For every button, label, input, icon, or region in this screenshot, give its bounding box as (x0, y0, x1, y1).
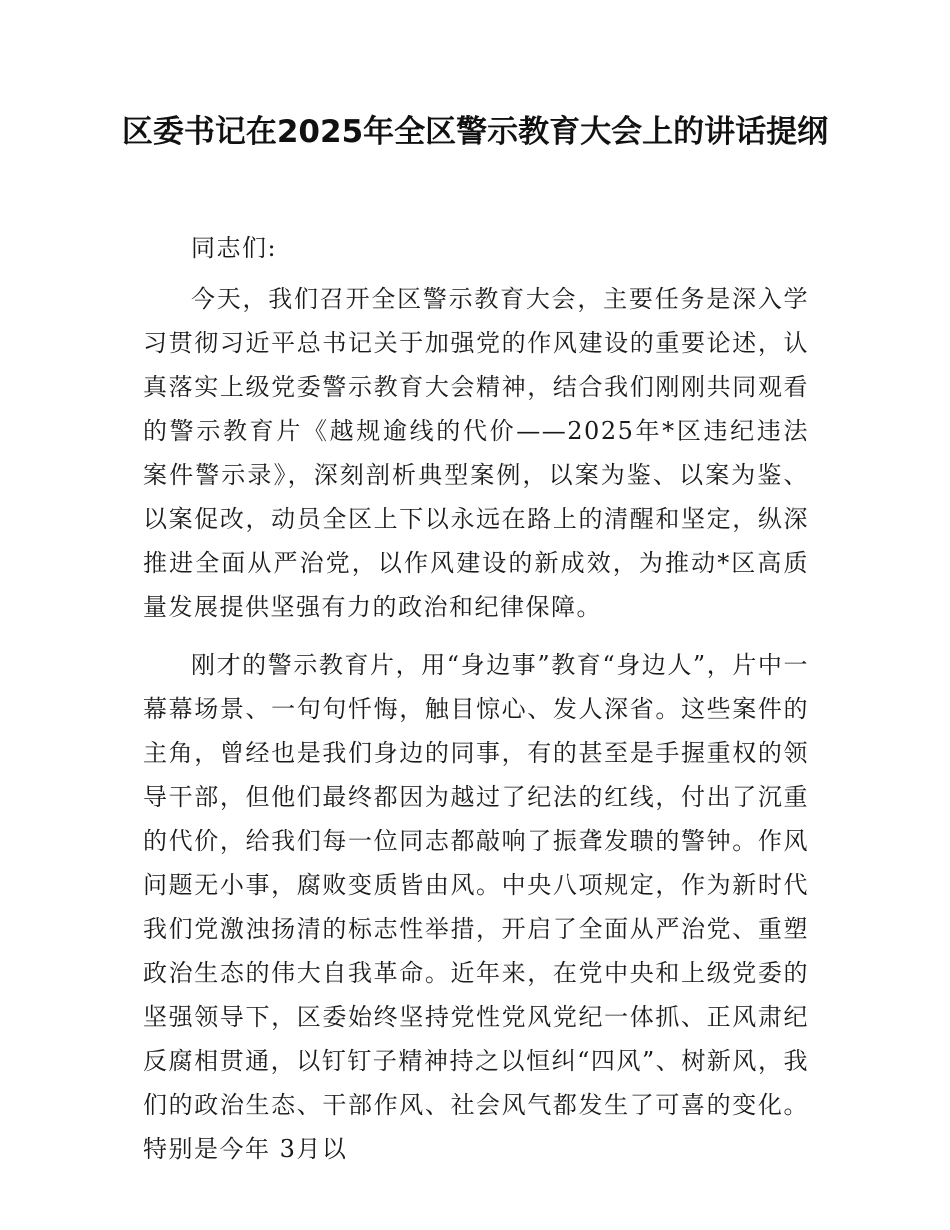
paragraph-intro: 今天，我们召开全区警示教育大会，主要任务是深入学习贯彻习近平总书记关于加强党的作风建设的重要论述，认真落实上级党委警示教育大会精神，结合我们刚刚共同观看的警示教育片《越规逾线的代价——2025年*区违纪违法案件警示录》，深刻剖析典型案例，以案为鉴、以案为鉴、以案促改，动员全区上下以永远在路上的清醒和坚定，纵深推进全面从严治党，以作风建设的新成效，为推动*区高质量发展提供坚强有力的政治和纪律保障。 (143, 285, 809, 621)
document-body (143, 226, 809, 1171)
salutation: 同志们: (191, 234, 278, 262)
paragraph-warning-film: 刚才的警示教育片，用“身边事”教育“身边人”，片中一幕幕场景、一句句忏悔，触目惊心、发人深省。这些案件的主角，曾经也是我们身边的同事，有的甚至是手握重权的领导干部，但他们最终都因为越过了纪法的红线，付出了沉重的代价，给我们每一位同志都敲响了振聋发聩的警钟。作风问题无小事，腐败变质皆由风。中央八项规定，作为新时代我们党激浊扬清的标志性举措，开启了全面从严治党、重塑政治生态的伟大自我革命。近年来，在党中央和上级党委的坚强领导下，区委始终坚持党性党风党纪一体抓、正风肃纪反腐相贯通，以钉钉子精神持之以恒纠“四风”、树新风，我们的政治生态、干部作风、社会风气都发生了可喜的变化。特别是今年 3月以 (143, 651, 809, 1163)
document-title: 区委书记在2025年全区警示教育大会上的讲话提纲 (121, 114, 829, 150)
